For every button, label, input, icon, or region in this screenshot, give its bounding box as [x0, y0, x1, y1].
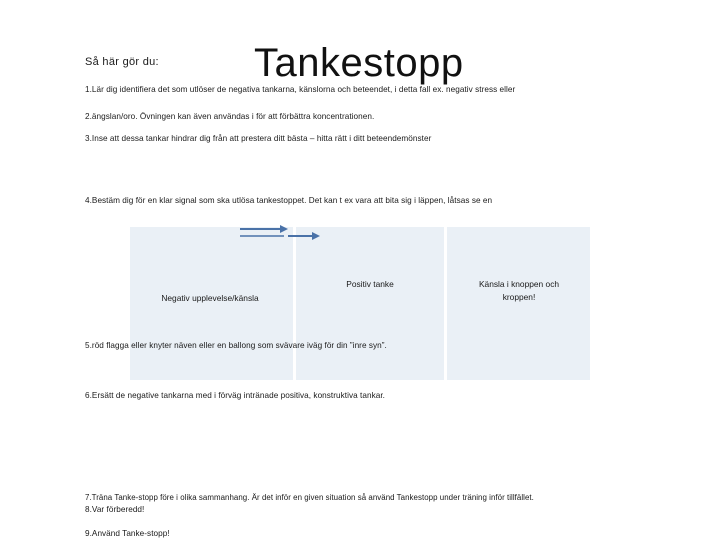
step-3: 3.Inse att dessa tankar hindrar dig från att prestera ditt bästa – hitta rätt i ditt beteendemönster: [85, 134, 432, 143]
panel-feeling-label: [452, 278, 586, 304]
intro-heading: Så här gör du:: [85, 56, 159, 68]
step-6: 6.Ersätt de negative tankarna med i förväg intränade positiva, konstruktiva tankar.: [85, 391, 385, 400]
panel-negative-label: Negativ upplevelse/känsla: [161, 293, 259, 303]
page-title: Tankestopp: [254, 41, 464, 85]
step-2: 2.ängslan/oro. Övningen kan även användas i för att förbättra koncentrationen.: [85, 112, 375, 121]
step-1: 1.Lär dig identifiera det som utlöser de negativa tankarna, känslorna och beteendet, i detta fall ex. negativ stress eller: [85, 85, 516, 94]
panel-positive-label: Positiv tanke: [346, 279, 394, 289]
arrow-icon: [236, 224, 326, 242]
step-9: 9.Använd Tanke-stopp!: [85, 529, 170, 538]
step-7: 7.Träna Tanke-stopp före i olika sammanhang. Är det inför en given situation så använd Tankestopp under träning inför tillfället.: [85, 493, 534, 502]
panel-feeling-line2: kroppen!: [502, 292, 536, 302]
step-5: 5.röd flagga eller knyter näven eller en ballong som svävare iväg för din ”inre syn”.: [85, 341, 387, 350]
panel-positive: [296, 227, 444, 380]
step-8: 8.Var förberedd!: [85, 505, 145, 514]
step-4: 4.Bestäm dig för en klar signal som ska utlösa tankestoppet. Det kan t ex vara att bita sig i läppen, låtsas se en: [85, 196, 493, 205]
panel-feeling-line1: Känsla i knoppen och: [478, 279, 560, 289]
